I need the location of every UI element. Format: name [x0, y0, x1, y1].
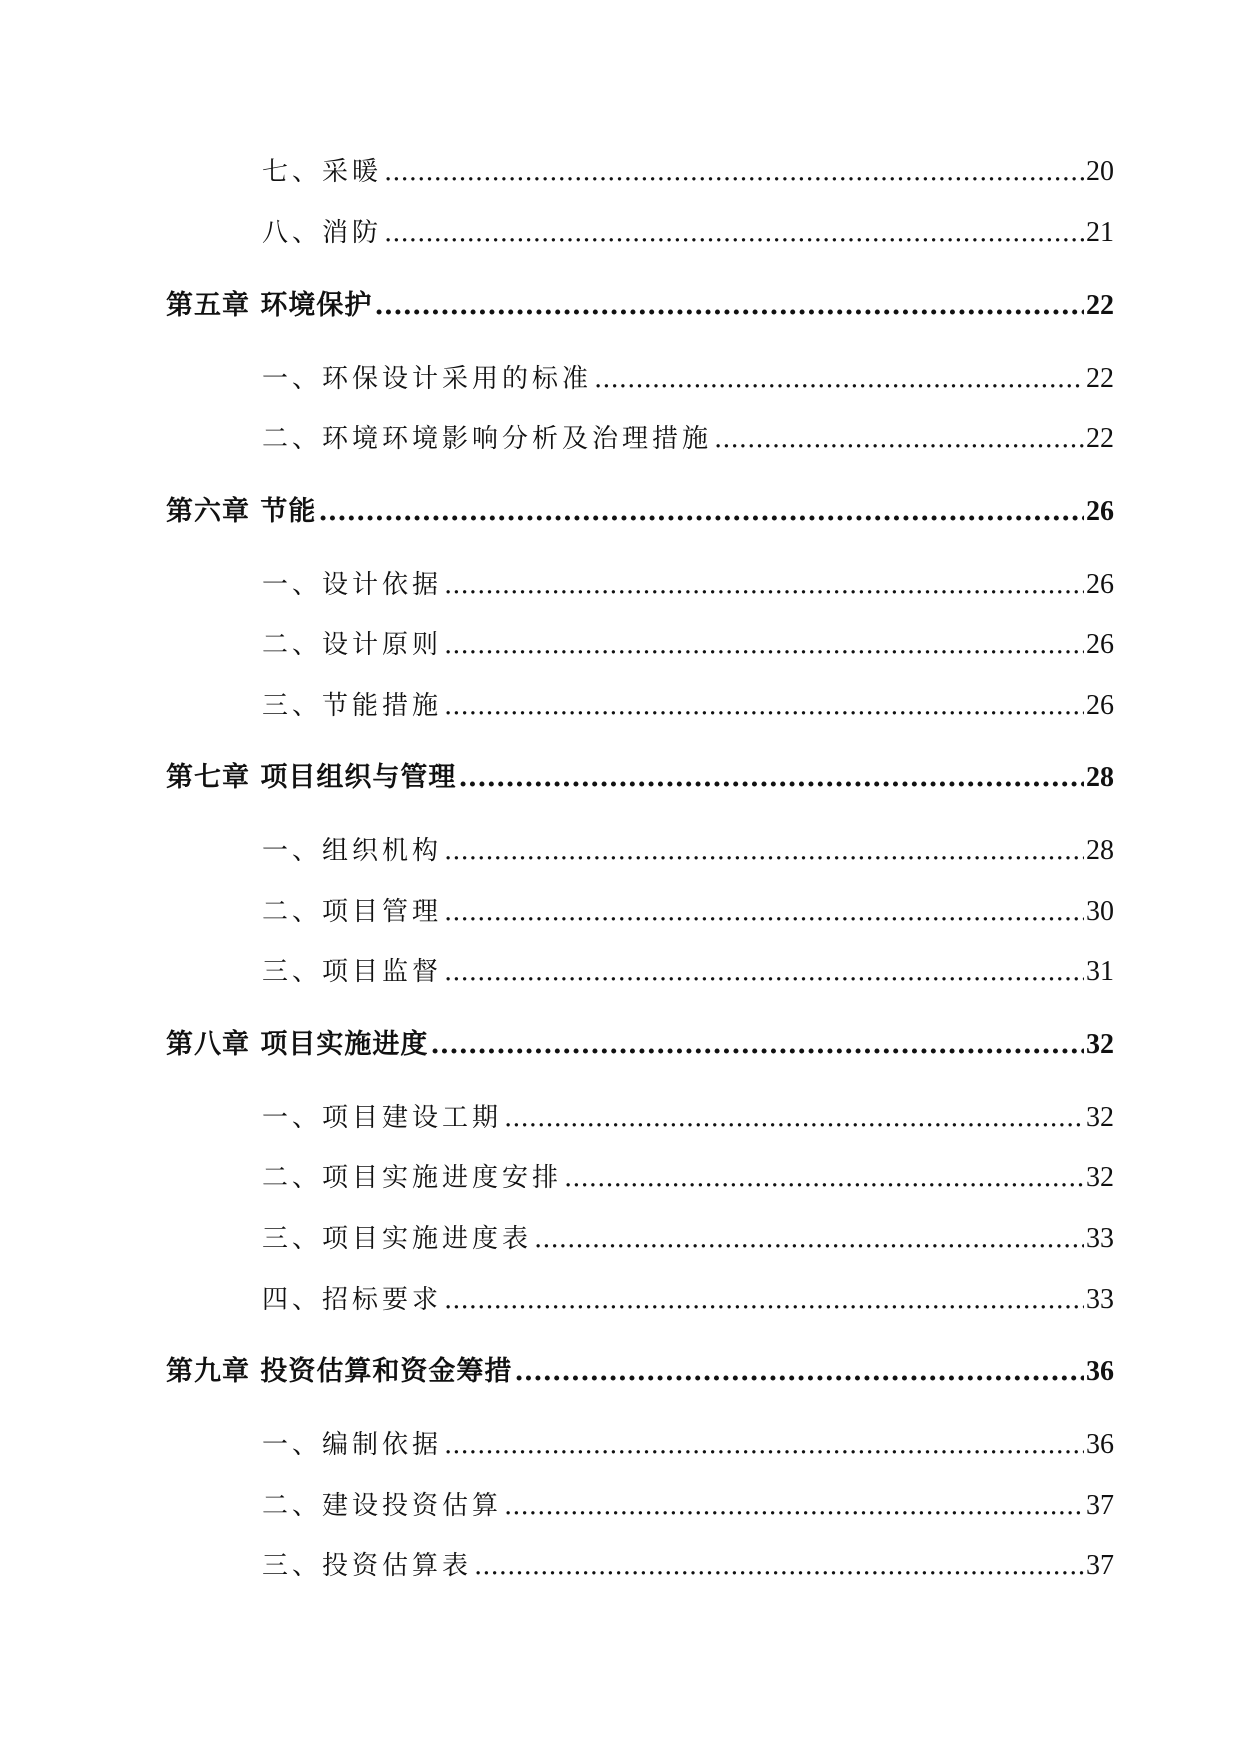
dot-leader — [444, 952, 1084, 992]
toc-entry-title: 第八章 项目实施进度 — [166, 1029, 429, 1060]
toc-entry-page-number: 32 — [1086, 1102, 1114, 1133]
dot-leader — [444, 625, 1084, 665]
toc-entry-title: 第九章 投资估算和资金筹措 — [166, 1356, 513, 1387]
toc-entry-title: 二、项目实施进度安排 — [262, 1163, 563, 1193]
toc-entry-page-number: 37 — [1086, 1550, 1114, 1581]
toc-entry-section[interactable] — [262, 419, 1114, 459]
toc-entry-title: 四、招标要求 — [262, 1285, 443, 1315]
toc-entry-page-number: 36 — [1086, 1356, 1114, 1387]
toc-entry-title: 一、项目建设工期 — [262, 1103, 503, 1133]
toc-entry-section[interactable] — [262, 359, 1114, 399]
toc-entry-page-number: 30 — [1086, 896, 1114, 927]
toc-entry-page-number: 26 — [1086, 496, 1114, 527]
dot-leader — [534, 1219, 1084, 1259]
toc-entry-title: 一、编制依据 — [262, 1430, 443, 1460]
toc-entry-page-number: 28 — [1086, 835, 1114, 866]
toc-entry-page-number: 37 — [1086, 1490, 1114, 1521]
toc-entry-section[interactable] — [262, 831, 1114, 871]
toc-entry-title: 二、建设投资估算 — [262, 1491, 503, 1521]
toc-entry-title: 一、设计依据 — [262, 570, 443, 600]
dot-leader — [504, 1098, 1084, 1138]
toc-entry-page-number: 22 — [1086, 290, 1114, 321]
toc-entry-title: 三、项目监督 — [262, 957, 443, 987]
toc-entry-page-number: 32 — [1086, 1162, 1114, 1193]
dot-leader — [444, 1425, 1084, 1465]
toc-entry-section[interactable] — [262, 892, 1114, 932]
dot-leader — [564, 1158, 1084, 1198]
dot-leader — [514, 1352, 1084, 1392]
dot-leader — [594, 359, 1084, 399]
toc-entry-section[interactable] — [262, 686, 1114, 726]
dot-leader — [444, 686, 1084, 726]
toc-entry-page-number: 22 — [1086, 423, 1114, 454]
toc-entry-section[interactable] — [262, 213, 1114, 253]
dot-leader — [458, 758, 1084, 798]
dot-leader — [444, 1280, 1084, 1320]
dot-leader — [504, 1486, 1084, 1526]
toc-entry-title: 一、组织机构 — [262, 836, 443, 866]
dot-leader — [474, 1546, 1084, 1586]
toc-entry-section[interactable] — [262, 565, 1114, 605]
toc-entry-page-number: 22 — [1086, 363, 1114, 394]
toc-entry-section[interactable] — [262, 1158, 1114, 1198]
toc-entry-section[interactable] — [262, 625, 1114, 665]
toc-entry-title: 二、环境环境影响分析及治理措施 — [262, 424, 713, 454]
toc-entry-page-number: 31 — [1086, 956, 1114, 987]
toc-entry-title: 一、环保设计采用的标准 — [262, 364, 593, 394]
toc-entry-section[interactable] — [262, 1546, 1114, 1586]
toc-entry-chapter[interactable] — [166, 286, 1114, 326]
toc-entry-title: 第五章 环境保护 — [166, 290, 373, 321]
dot-leader — [444, 831, 1084, 871]
toc-entry-section[interactable] — [262, 1425, 1114, 1465]
toc-entry-title: 八、消防 — [262, 218, 383, 248]
toc-entry-page-number: 21 — [1086, 217, 1114, 248]
toc-entry-page-number: 32 — [1086, 1029, 1114, 1060]
dot-leader — [384, 213, 1084, 253]
toc-entry-chapter[interactable] — [166, 1025, 1114, 1065]
toc-entry-page-number: 26 — [1086, 690, 1114, 721]
toc-entry-chapter[interactable] — [166, 1352, 1114, 1392]
dot-leader — [444, 892, 1084, 932]
toc-entry-section[interactable] — [262, 1219, 1114, 1259]
toc-entry-title: 三、投资估算表 — [262, 1551, 473, 1581]
dot-leader — [374, 286, 1084, 326]
toc-entry-title: 三、项目实施进度表 — [262, 1224, 533, 1254]
toc-entry-page-number: 36 — [1086, 1429, 1114, 1460]
dot-leader — [430, 1025, 1084, 1065]
toc-entry-title: 第六章 节能 — [166, 496, 317, 527]
toc-entry-title: 二、项目管理 — [262, 897, 443, 927]
toc-entry-page-number: 20 — [1086, 156, 1114, 187]
toc-entry-chapter[interactable] — [166, 492, 1114, 532]
toc-entry-title: 七、采暖 — [262, 157, 383, 187]
toc-entry-title: 第七章 项目组织与管理 — [166, 762, 457, 793]
toc-entry-page-number: 26 — [1086, 569, 1114, 600]
dot-leader — [444, 565, 1084, 605]
toc-entry-section[interactable] — [262, 1486, 1114, 1526]
toc-entry-page-number: 28 — [1086, 762, 1114, 793]
toc-entry-section[interactable] — [262, 1280, 1114, 1320]
toc-entry-page-number: 26 — [1086, 629, 1114, 660]
toc-entry-section[interactable] — [262, 152, 1114, 192]
toc-entry-page-number: 33 — [1086, 1284, 1114, 1315]
toc-entry-section[interactable] — [262, 1098, 1114, 1138]
toc-entry-section[interactable] — [262, 952, 1114, 992]
toc-entry-chapter[interactable] — [166, 758, 1114, 798]
toc-entry-title: 三、节能措施 — [262, 691, 443, 721]
toc-entry-title: 二、设计原则 — [262, 630, 443, 660]
dot-leader — [384, 152, 1084, 192]
toc-entry-page-number: 33 — [1086, 1223, 1114, 1254]
dot-leader — [714, 419, 1084, 459]
dot-leader — [318, 492, 1084, 532]
